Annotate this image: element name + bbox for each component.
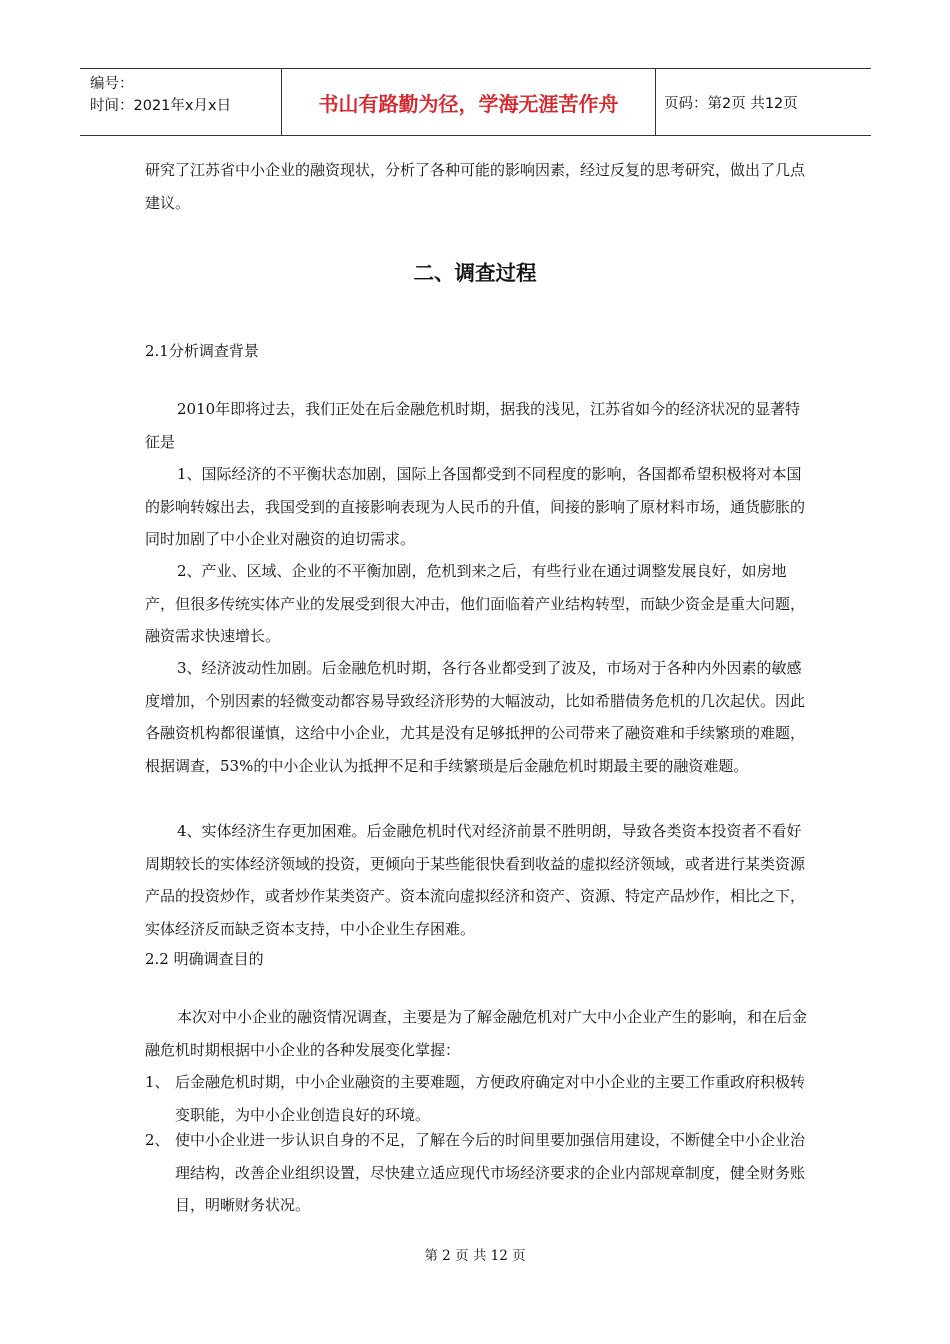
list-number: 1、 xyxy=(145,1073,170,1091)
list-item xyxy=(145,1124,810,1222)
section-title: 二、调查过程 xyxy=(413,261,537,285)
document-number-label: 编号： xyxy=(90,76,134,92)
subsection-title-purpose: 2.2 明确调查目的 xyxy=(145,950,264,968)
list-text: 后金融危机时期，中小企业融资的主要难题，方便政府确定对中小企业的主要工作重政府积极转变职能，为中小企业创造良好的环境。 xyxy=(175,1073,806,1124)
intro-paragraph: 研究了江苏省中小企业的融资现状，分析了各种可能的影响因素，经过反复的思考研究，做出了几点建议。 xyxy=(145,161,806,212)
header-motto: 书山有路勤为径，学海无涯苦作舟 xyxy=(282,69,656,135)
list-item xyxy=(145,1066,810,1131)
paragraph-item-2: 2、产业、区域、企业的不平衡加剧，危机到来之后，有些行业在通过调整发展良好，如房地产，但很多传统实体产业的发展受到很大冲击，他们面临着产业结构转型，而缺少资金是重大问题，融资需求快速增长。 xyxy=(145,562,806,645)
header-page-info: 页码：第2页 共12页 xyxy=(664,95,798,112)
document-date: 时间：2021年x月x日 xyxy=(90,98,232,114)
paragraph-item-4: 4、实体经济生存更加困难。后金融危机时代对经济前景不胜明朗，导致各类资本投资者不看好周期较长的实体经济领域的投资，更倾向于某些能很快看到收益的虚拟经济领域，或者进行某类资源产品的投资炒作，或者炒作某类资产。资本流向虚拟经济和资产、资源、特定产品炒作，相比之下，实体经济反而缺乏资本支持，中小企业生存困难。 xyxy=(145,822,806,938)
subsection-title-background: 2.1分析调查背景 xyxy=(145,342,259,360)
list-number: 2、 xyxy=(145,1131,170,1149)
paragraph-purpose: 本次对中小企业的融资情况调查，主要是为了解金融危机对广大中小企业产生的影响，和在后金融危机时期根据中小企业的各种发展变化掌握： xyxy=(145,1008,808,1059)
list-text: 使中小企业进一步认识自身的不足，了解在今后的时间里要加强信用建设，不断健全中小企业治理结构，改善企业组织设置，尽快建立适应现代市场经济要求的企业内部规章制度，健全财务账目，明晰财务状况。 xyxy=(175,1131,806,1214)
page-footer: 第 2 页 共 12 页 xyxy=(424,1248,526,1264)
paragraph-item-3: 3、经济波动性加剧。后金融危机时期，各行各业都受到了波及，市场对于各种内外因素的敏感度增加，个别因素的轻微变动都容易导致经济形势的大幅波动，比如希腊债务危机的几次起伏。因此各融资机构都很谨慎，这给中小企业，尤其是没有足够抵押的公司带来了融资难和手续繁琐的难题，根据调查，53%的中小企业认为抵押不足和手续繁琐是后金融危机时期最主要的融资难题。 xyxy=(145,659,806,775)
paragraph-background: 2010年即将过去，我们正处在后金融危机时期，据我的浅见，江苏省如今的经济状况的显著特征是 xyxy=(145,400,801,451)
paragraph-item-1: 1、国际经济的不平衡状态加剧，国际上各国都受到不同程度的影响，各国都希望积极将对本国的影响转嫁出去，我国受到的直接影响表现为人民币的升值，间接的影响了原材料市场，通货膨胀的同时加剧了中小企业对融资的迫切需求。 xyxy=(145,465,806,548)
